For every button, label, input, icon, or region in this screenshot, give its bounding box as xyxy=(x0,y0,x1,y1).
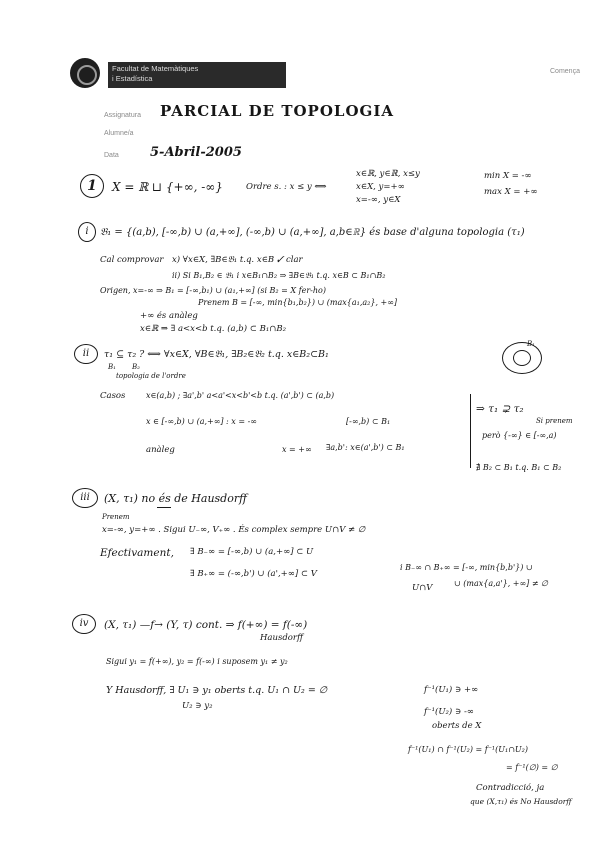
part-ii-case-1: x∈(a,b) ; ∃a',b' a<a'<x<b'<b t.q. (a',b') ⊂ (a,b) xyxy=(146,391,335,400)
part-iii-subset: U∩V xyxy=(412,583,433,593)
part-ii-counter: però {-∞} ∈ [-∞,a) xyxy=(482,431,557,440)
part-iv-preimage-4: = f⁻¹(∅) = ∅ xyxy=(506,763,558,772)
part-i-take: Prenem B = [-∞, min{b₁,b₂}) ∪ (max{a₁,a₂}, +∞] xyxy=(198,298,398,307)
part-iii-intersection: i B₋∞ ∩ B₊∞ = [-∞, min{b,b'}) ∪ xyxy=(400,563,533,572)
part-iv-hausdorff: Hausdorff xyxy=(260,633,303,643)
set-diagram-label: B₁ xyxy=(527,340,535,348)
top-right-note: Comença xyxy=(550,68,580,75)
problem-number: 1 xyxy=(80,174,104,198)
order-intro: Ordre s. : x ≤ y ⟺ xyxy=(246,182,327,192)
part-ii-case-3-result: ∃a,b': x∈(a',b') ⊂ B₁ xyxy=(326,443,405,452)
order-case-1: x∈ℝ, y∈ℝ, x≤y xyxy=(356,169,420,179)
part-iv-label: iv xyxy=(72,614,96,634)
institution-name: Facultat de Matemàtiques i Estadística xyxy=(112,64,199,83)
space-definition: X = ℝ ⊔ {+∞, -∞} xyxy=(112,180,223,194)
part-ii-label: ii xyxy=(74,344,98,364)
part-ii-question: τ₁ ⊆ τ₂ ? ⟺ ∀x∈X, ∀B∈𝔅₁, ∃B₂∈𝔅₂ t.q. x∈B₂⊂B₁ xyxy=(104,349,329,360)
part-iv-line-2b: U₂ ∋ y₂ xyxy=(182,701,213,711)
part-iv-suppose: Sigui y₁ = f(+∞), y₂ = f(-∞) i suposem y₁ ≠ y₂ xyxy=(106,657,288,666)
part-iv-open: oberts de X xyxy=(432,721,482,731)
part-i-real: x∈ℝ ⇒ ∃ a<x<b t.q. (a,b) ⊂ B₁∩B₂ xyxy=(140,324,286,334)
part-iii-eff-2: ∃ B₊∞ = (-∞,b') ∪ (a',+∞] ⊂ V xyxy=(190,569,317,579)
part-i-origin: Origen, x=-∞ ⇒ B₁ = [-∞,b₁) ∪ (a₁,+∞] (si B₂ = X fer-ho) xyxy=(100,286,326,295)
part-iii-take: Prenem xyxy=(102,513,130,521)
part-ii-case-3-x: x = +∞ xyxy=(282,445,312,454)
part-i-analog: +∞ és anàleg xyxy=(140,311,198,321)
part-i-basis: 𝔅₁ = {(a,b), [-∞,b) ∪ (a,+∞], (-∞,b) ∪ (a,+∞], a,b∈ℝ} és base d'alguna topologia (τ₁) xyxy=(100,227,525,238)
order-case-3: x=-∞, y∈X xyxy=(356,195,401,205)
part-iii-eff-1: ∃ B₋∞ = [-∞,b) ∪ (a,+∞] ⊂ U xyxy=(190,547,314,557)
part-iv-preimage-3: f⁻¹(U₁) ∩ f⁻¹(U₂) = f⁻¹(U₁∩U₂) xyxy=(408,745,528,754)
part-i-check-intro: Cal comprovar xyxy=(100,255,164,265)
exam-date: 5-Abril-2005 xyxy=(150,145,242,160)
divider-bar xyxy=(470,394,471,468)
part-ii-counter-2: ∄ B₂ ⊂ B₁ t.q. B₁ ⊂ B₂ xyxy=(476,463,562,472)
part-i-check-1: x) ∀x∈X, ∃B∈𝔅₁ t.q. x∈B ✓ clar xyxy=(172,255,303,265)
part-ii-note-take: Si prenem xyxy=(536,417,573,425)
min-value: min X = -∞ xyxy=(484,171,532,181)
part-iii-line-1: x=-∞, y=+∞ . Sigui U₋∞, V₊∞ . És complex sempre U∩V ≠ ∅ xyxy=(102,525,366,535)
university-seal-icon xyxy=(70,58,100,88)
part-iv-contradiction-2: que (X,τ₁) és No Hausdorff xyxy=(470,797,572,806)
part-ii-case-2-result: [-∞,b) ⊂ B₁ xyxy=(346,417,391,426)
order-case-2: x∈X, y=+∞ xyxy=(356,182,405,192)
part-iv-preimage-2: f⁻¹(U₂) ∋ -∞ xyxy=(424,707,474,717)
part-ii-conclusion: ⇒ τ₁ ⊋ τ₂ xyxy=(476,403,524,415)
field-asignatura-label: Assignatura xyxy=(104,112,141,119)
part-iii-intersection-2: ∪ (max{a,a'}, +∞] ≠ ∅ xyxy=(454,579,549,588)
set-diagram-circle xyxy=(502,342,542,374)
max-value: max X = +∞ xyxy=(484,187,538,197)
part-ii-case-2: x ∈ [-∞,b) ∪ (a,+∞] : x = -∞ xyxy=(146,417,257,426)
part-iii-effect: Efectivament, xyxy=(100,547,174,559)
part-ii-cases-label: Casos xyxy=(100,391,126,401)
part-iii-statement: (X, τ₁) no és de Hausdorff xyxy=(104,492,247,505)
part-ii-b1-label: B₁ xyxy=(108,363,116,371)
part-iv-statement: (X, τ₁) —f→ (Y, τ) cont. ⇒ f(+∞) = f(-∞) xyxy=(104,619,308,631)
page-title: PARCIAL DE TOPOLOGIA xyxy=(160,102,394,120)
field-data-label: Data xyxy=(104,152,119,159)
part-ii-b2-label: B₂ xyxy=(132,363,140,371)
no-underline xyxy=(157,507,171,508)
part-iv-line-2: Y Hausdorff, ∃ U₁ ∋ y₁ oberts t.q. U₁ ∩ U₂ = ∅ xyxy=(106,685,328,696)
part-iv-preimage-1: f⁻¹(U₁) ∋ +∞ xyxy=(424,685,479,695)
part-iv-contradiction: Contradicció, ja xyxy=(476,783,545,793)
part-ii-case-3: anàleg xyxy=(146,445,175,455)
part-i-check-2: ii) Si B₁,B₂ ∈ 𝔅₁ i x∈B₁∩B₂ ⇒ ∃B∈𝔅₁ t.q. x∈B ⊂ B₁∩B₂ xyxy=(172,271,386,280)
part-i-label: i xyxy=(78,222,96,242)
field-alumne-label: Alumne/a xyxy=(104,130,134,137)
part-ii-order-topology: topologia de l'ordre xyxy=(116,372,186,380)
part-iii-label: iii xyxy=(72,488,98,508)
